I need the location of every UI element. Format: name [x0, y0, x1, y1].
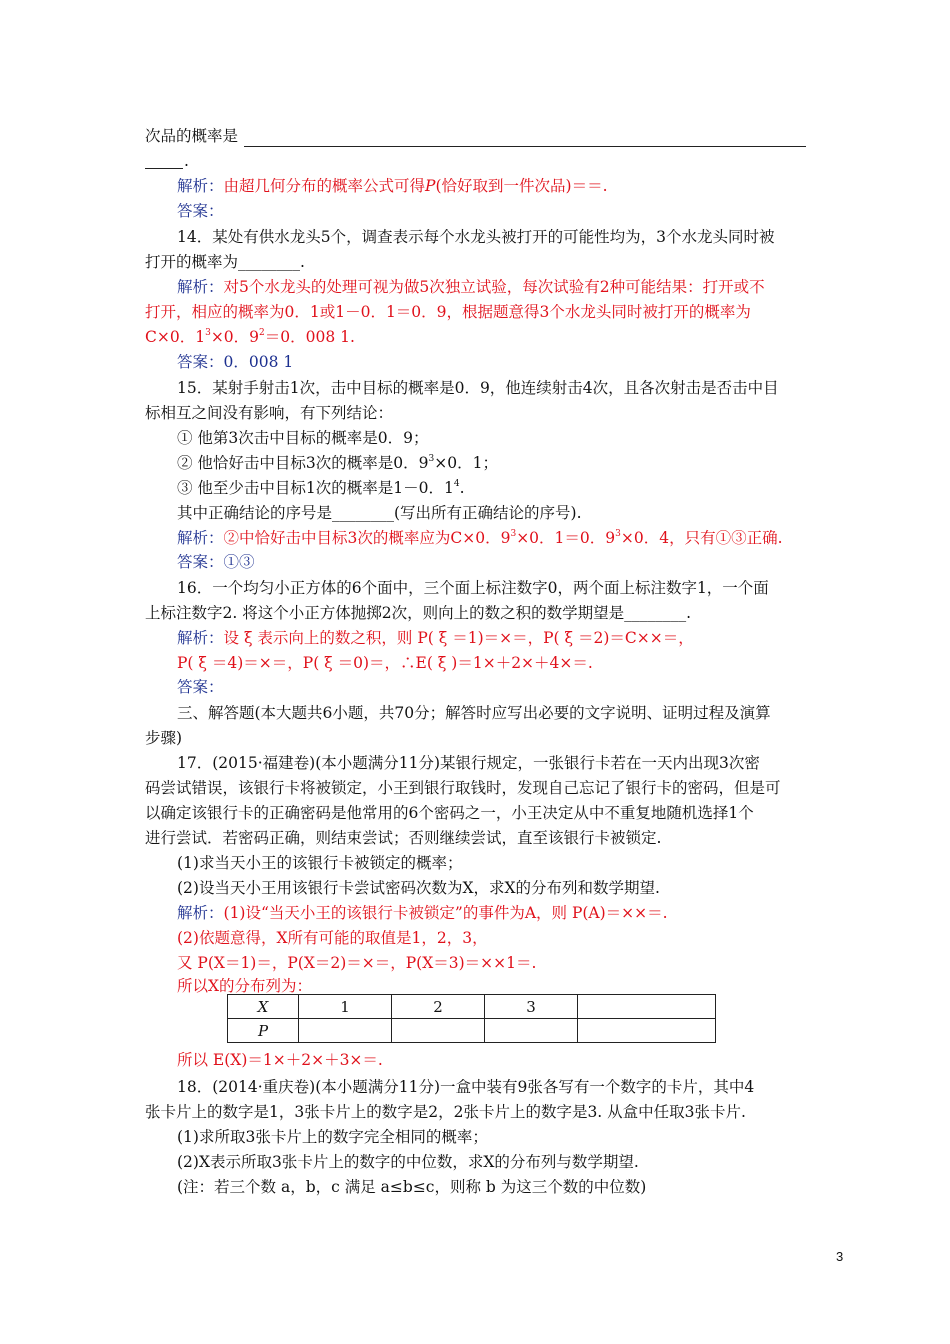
q15-line-1: 15．某射手射击1次，击中目标的概率是0．9，他连续射击4次，且各次射击是否击中目 [177, 379, 779, 397]
q14-analysis-2: 打开，相应的概率为0．1或1－0．1＝0．9，根据题意得3个水龙头同时被打开的概率为 [145, 303, 751, 321]
table-cell [578, 1019, 716, 1043]
formula-part: ＝0．008 1. [264, 328, 355, 346]
table-cell [485, 1019, 578, 1043]
q15-analysis [177, 528, 783, 548]
q15-line-6: 其中正确结论的序号是________(写出所有正确结论的序号). [177, 504, 582, 522]
q18-sub-1: (1)求所取3张卡片上的数字完全相同的概率； [177, 1128, 488, 1146]
claim-text: ×0．1； [434, 454, 498, 472]
analysis-text: (1)设“当天小王的该银行卡被锁定”的事件为A，则 P(A)＝××＝. [223, 904, 668, 922]
q13-tail-period: . [184, 152, 189, 170]
table-cell: X [228, 995, 299, 1019]
q15-answer: 答案：①③ [177, 553, 255, 571]
analysis-text: 由超几何分布的概率公式可得 [223, 177, 426, 195]
analysis-label: 解析： [177, 529, 224, 547]
q18-sub-2: (2)X表示所取3张卡片上的数字的中位数，求X的分布列与数学期望. [177, 1153, 639, 1171]
q13-answer: 答案： [177, 202, 224, 220]
analysis-text: ×0．1＝0．9 [516, 529, 616, 547]
q16-answer: 答案： [177, 678, 224, 696]
q17-analysis-1 [177, 903, 668, 923]
analysis-text-2: (恰好取到一件次品)＝＝. [435, 177, 608, 195]
analysis-text: ②中恰好击中目标3次的概率应为C×0．9 [223, 529, 511, 547]
q16-analysis-1 [177, 628, 694, 648]
claim-text: ② 他恰好击中目标3次的概率是0．9 [177, 454, 429, 472]
q17-line-3: 以确定该银行卡的正确密码是他常用的6个密码之一，小王决定从中不重复地随机选择1个 [145, 804, 754, 822]
table-row [228, 1019, 716, 1043]
q14-analysis-3 [145, 327, 355, 347]
exponent: 3 [428, 454, 435, 464]
q17-expectation: 所以 E(X)＝1×＋2×＋3×＝. [177, 1051, 383, 1069]
q17-analysis-4: 所以X的分布列为： [177, 977, 313, 995]
q17-sub-1: (1)求当天小王的该银行卡被锁定的概率； [177, 854, 463, 872]
analysis-text: 对5个水龙头的处理可视为做5次独立试验，每次试验有2种可能结果：打开或不 [223, 278, 765, 296]
q18-line-2: 张卡片上的数字是1，3张卡片上的数字是2，2张卡片上的数字是3. 从盒中任取3张卡片. [145, 1103, 746, 1121]
formula-part: ×0．9 [210, 328, 260, 346]
distribution-table [227, 994, 716, 1043]
q14-answer: 答案：0．008 1 [177, 353, 294, 371]
q15-claim-2 [177, 453, 498, 473]
analysis-p: P [425, 177, 436, 195]
q13-tail: 次品的概率是 [145, 127, 239, 145]
q15-claim-1: ① 他第3次击中目标的概率是0．9； [177, 429, 429, 447]
analysis-text: ×0．4，只有①③正确. [620, 529, 783, 547]
q16-line-1: 16．一个均匀小正方体的6个面中，三个面上标注数字0，两个面上标注数字1，一个面 [177, 579, 769, 597]
claim-text: . [459, 479, 465, 497]
q14-line-2: 打开的概率为________. [145, 253, 305, 271]
q18-line-1: 18．(2014·重庆卷)(本小题满分11分)一盒中装有9张各写有一个数字的卡片，其中4 [177, 1078, 755, 1096]
table-cell: 2 [392, 995, 485, 1019]
exponent: 2 [259, 328, 265, 338]
table-cell [392, 1019, 485, 1043]
q17-line-2: 码尝试错误，该银行卡将被锁定，小王到银行取钱时，发现自己忘记了银行卡的密码，但是可 [145, 779, 781, 797]
table-cell: P [228, 1019, 299, 1043]
claim-text: ③ 他至少击中目标1次的概率是1－0．1 [177, 479, 454, 497]
analysis-label: 解析： [177, 177, 224, 195]
q15-line-2: 标相互之间没有影响，有下列结论： [145, 404, 394, 422]
analysis-text: 设 ξ 表示向上的数之积，则 P( ξ ＝1)＝×＝，P( ξ ＝2)＝C××＝， [223, 629, 694, 647]
q17-line-1: 17．(2015·福建卷)(本小题满分11分)某银行规定，一张银行卡若在一天内出现3次密 [177, 754, 760, 772]
table-cell [578, 995, 716, 1019]
answer-blank-line-2 [145, 168, 183, 169]
analysis-label: 解析： [177, 629, 224, 647]
analysis-label: 解析： [177, 904, 224, 922]
answer-blank-line [244, 146, 806, 147]
table-cell: 1 [299, 995, 392, 1019]
q16-line-2: 上标注数字2. 将这个小正方体抛掷2次，则向上的数之积的数学期望是________. [145, 604, 692, 622]
q13-analysis [177, 176, 608, 196]
analysis-label: 解析： [177, 278, 224, 296]
q14-analysis-1 [177, 277, 765, 297]
q17-line-4: 进行尝试．若密码正确，则结束尝试；否则继续尝试，直至该银行卡被锁定. [145, 829, 662, 847]
exponent: 4 [453, 479, 460, 489]
exponent: 3 [615, 529, 621, 539]
formula-part: C×0．1 [145, 328, 206, 346]
q16-analysis-2: P( ξ ＝4)＝×＝，P( ξ ＝0)＝，∴E( ξ )＝1×＋2×＋4×＝. [177, 654, 593, 672]
q14-line-1: 14．某处有供水龙头5个，调查表示每个水龙头被打开的可能性均为，3个水龙头同时被 [177, 228, 775, 246]
table-cell [299, 1019, 392, 1043]
table-row [228, 995, 716, 1019]
page-number: 3 [836, 1249, 844, 1264]
q17-analysis-2: (2)依题意得，X所有可能的取值是1，2，3， [177, 929, 488, 947]
exponent: 3 [510, 529, 517, 539]
table-cell: 3 [485, 995, 578, 1019]
q17-sub-2: (2)设当天小王用该银行卡尝试密码次数为X，求X的分布列和数学期望. [177, 879, 660, 897]
q17-analysis-3: 又 P(X＝1)＝，P(X＝2)＝×＝，P(X＝3)＝××1＝. [177, 954, 537, 972]
exponent: 3 [205, 328, 211, 338]
section-3-heading: 三、解答题(本大题共6小题，共70分；解答时应写出必要的文字说明、证明过程及演算 [177, 704, 771, 722]
q18-note: (注：若三个数 a，b，c 满足 a≤b≤c，则称 b 为这三个数的中位数) [177, 1178, 647, 1196]
q15-claim-3 [177, 478, 465, 498]
section-3-heading-2: 步骤) [145, 729, 183, 747]
